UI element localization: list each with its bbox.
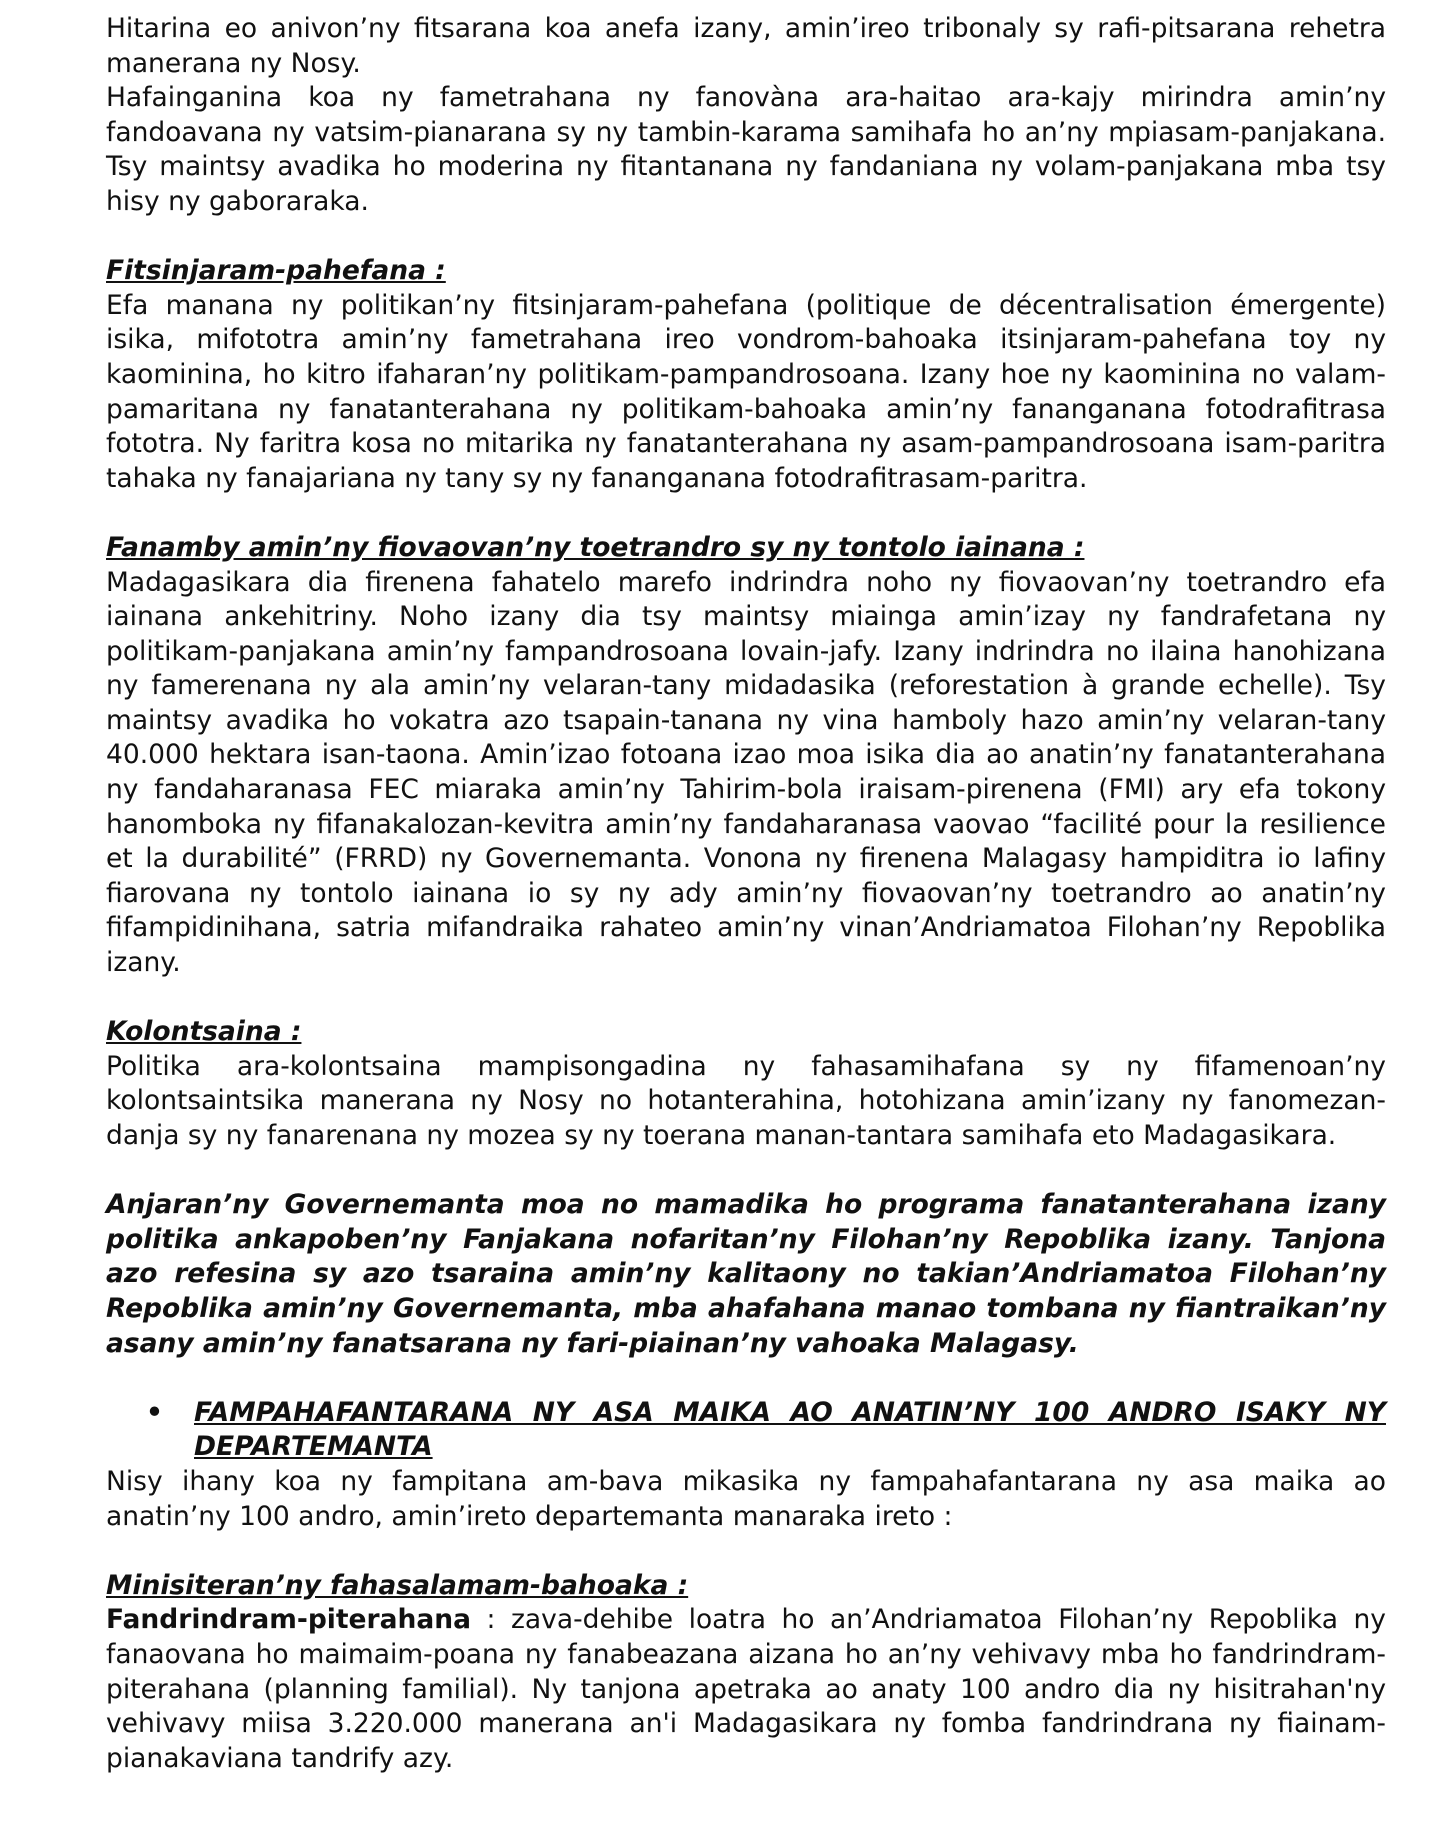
paragraph-fitsinjaram-pahefana: Efa manana ny politikan’ny fitsinjaram-pahefana (politique de décentralisation émergente) isika, mifototra amin’ny fametrahana ireo vondrom-bahoaka itsinjaram-pahefana toy ny kaominina, ho kitro ifaharan’ny politikam-pampandrosoana. Izany hoe ny kaominina no valam-pamaritana ny fanatanterahana ny politikam-bahoaka amin’ny fananganana fotodrafitrasa fototra. Ny faritra kosa no mitarika ny fanatanterahana ny asam-pampandrosoana isam-paritra tahaka ny fanajariana ny tany sy ny fananganana fotodrafitrasam-paritra. xyxy=(106,289,1386,494)
spacer xyxy=(106,220,1386,255)
paragraph-vatsim-pianarana: Hafainganina koa ny fametrahana ny fanovàna ara-haitao ara-kajy mirindra amin’ny fandoavana ny vatsim-pianarana sy ny tambin-karama samihafa ho an’ny mpiasam-panjakana. Tsy maintsy avadika ho moderina ny fitantanana ny fandaniana ny volam-panjakana mba tsy hisy ny gaboraraka. xyxy=(106,82,1386,217)
heading-fanamby-toetrandro: Fanamby amin’ny fiovaovan’ny toetrandro sy ny tontolo iainana : xyxy=(106,531,1085,563)
spacer xyxy=(106,1154,1386,1189)
paragraph-fanamby-toetrandro: Madagasikara dia firenena fahatelo marefo indrindra noho ny fiovaovan’ny toetrandro efa iainana ankehitriny. Noho izany dia tsy maintsy miainga amin’izay ny fandrafetana ny politikam-panjakana amin’ny fampandrosoana lovain-jafy. Izany indrindra no ilaina hanohizana ny famerenana ny ala amin’ny velaran-tany midadasika (reforestation à grande echelle). Tsy maintsy avadika ho vokatra azo tsapain-tanana ny vina hamboly hazo amin’ny velaran-tany 40.000 hektara isan-taona. Amin’izao fotoana izao moa isika dia ao anatin’ny fanatanterahana ny fandaharanasa FEC miaraka amin’ny Tahirim-bola iraisam-pirenena (FMI) ary efa tokony hanomboka ny fifanakalozan-kevitra amin’ny fandaharanasa vaovao “facilité pour la resilience et la durabilité” (FRRD) ny Governemanta. Vonona ny firenena Malagasy hampiditra io lafiny fiarovana ny tontolo iainana io sy ny ady amin’ny fiovaovan’ny toetrandro ao anatin’ny fifampidinihana, satria mifandraika rahateo amin’ny vinan’Andriamatoa Filohan’ny Repoblika izany. xyxy=(106,566,1386,979)
spacer xyxy=(106,496,1386,531)
paragraph-fandrindram-piterahana xyxy=(106,1603,1386,1776)
paragraph-fampitana-am-bava: Nisy ihany koa ny fampitana am-bava mikasika ny fampahafantarana ny asa maika ao anatin’ny 100 andro, amin’ireto departemanta manaraka ireto : xyxy=(106,1465,1386,1532)
bullet-item-asa-maika xyxy=(146,1396,1386,1465)
paragraph-anjaran-governemanta: Anjaran’ny Governemanta moa no mamadika ho programa fanatanterahana izany politika ankapoben’ny Fanjakana nofaritan’ny Filohan’ny Repoblika izany. Tanjona azo refesina sy azo tsaraina amin’ny kalitaony no takian’Andriamatoa Filohan’ny Repoblika amin’ny Governemanta, mba ahafahana manao tombana ny fiantraikan’ny asany amin’ny fanatsarana ny fari-piainan’ny vahoaka Malagasy. xyxy=(106,1189,1386,1359)
document-page xyxy=(106,12,1386,1776)
paragraph-kolontsaina: Politika ara-kolontsaina mampisongadina ny fahasamihafana sy ny fifamenoan’ny kolontsaintsika manerana ny Nosy no hotanterahina, hotohizana amin’izany ny fanomezan-danja sy ny fanarenana ny mozea sy ny toerana manan-tantara samihafa eto Madagasikara. xyxy=(106,1050,1386,1151)
heading-fitsinjaram-pahefana: Fitsinjaram-pahefana : xyxy=(106,255,446,287)
spacer xyxy=(106,981,1386,1016)
term-fandrindram-piterahana: Fandrindram-piterahana xyxy=(106,1604,471,1636)
paragraph-tribonaly: Hitarina eo anivon’ny fitsarana koa anefa izany, amin’ireo tribonaly sy rafi-pitsarana rehetra manerana ny Nosy. xyxy=(106,13,1386,79)
paragraph-fandrindram-piterahana-text: : zava-dehibe loatra ho an’Andriamatoa Filohan’ny Repoblika ny fanaovana ho maimaim-poana ny fanabeazana aizana ho an’ny vehivavy mba ho fandrindram-piterahana (planning familial). Ny tanjona apetraka ao anaty 100 andro dia ny hisitrahan'ny vehivavy miisa 3.220.000 manerana an'i Madagasikara ny fomba fandrindrana ny fiainam-pianakaviana tandrify azy. xyxy=(106,1604,1386,1774)
heading-minisitera-fahasalamana: Minisiteran’ny fahasalamam-bahoaka : xyxy=(106,1569,689,1601)
spacer xyxy=(106,1361,1386,1396)
heading-kolontsaina: Kolontsaina : xyxy=(106,1016,302,1048)
bullet-icon: • xyxy=(146,1396,163,1428)
spacer xyxy=(106,1534,1386,1569)
bullet-heading-asa-maika: FAMPAHAFANTARANA NY ASA MAIKA AO ANATIN’NY 100 ANDRO ISAKY NY DEPARTEMANTA xyxy=(194,1396,1386,1463)
